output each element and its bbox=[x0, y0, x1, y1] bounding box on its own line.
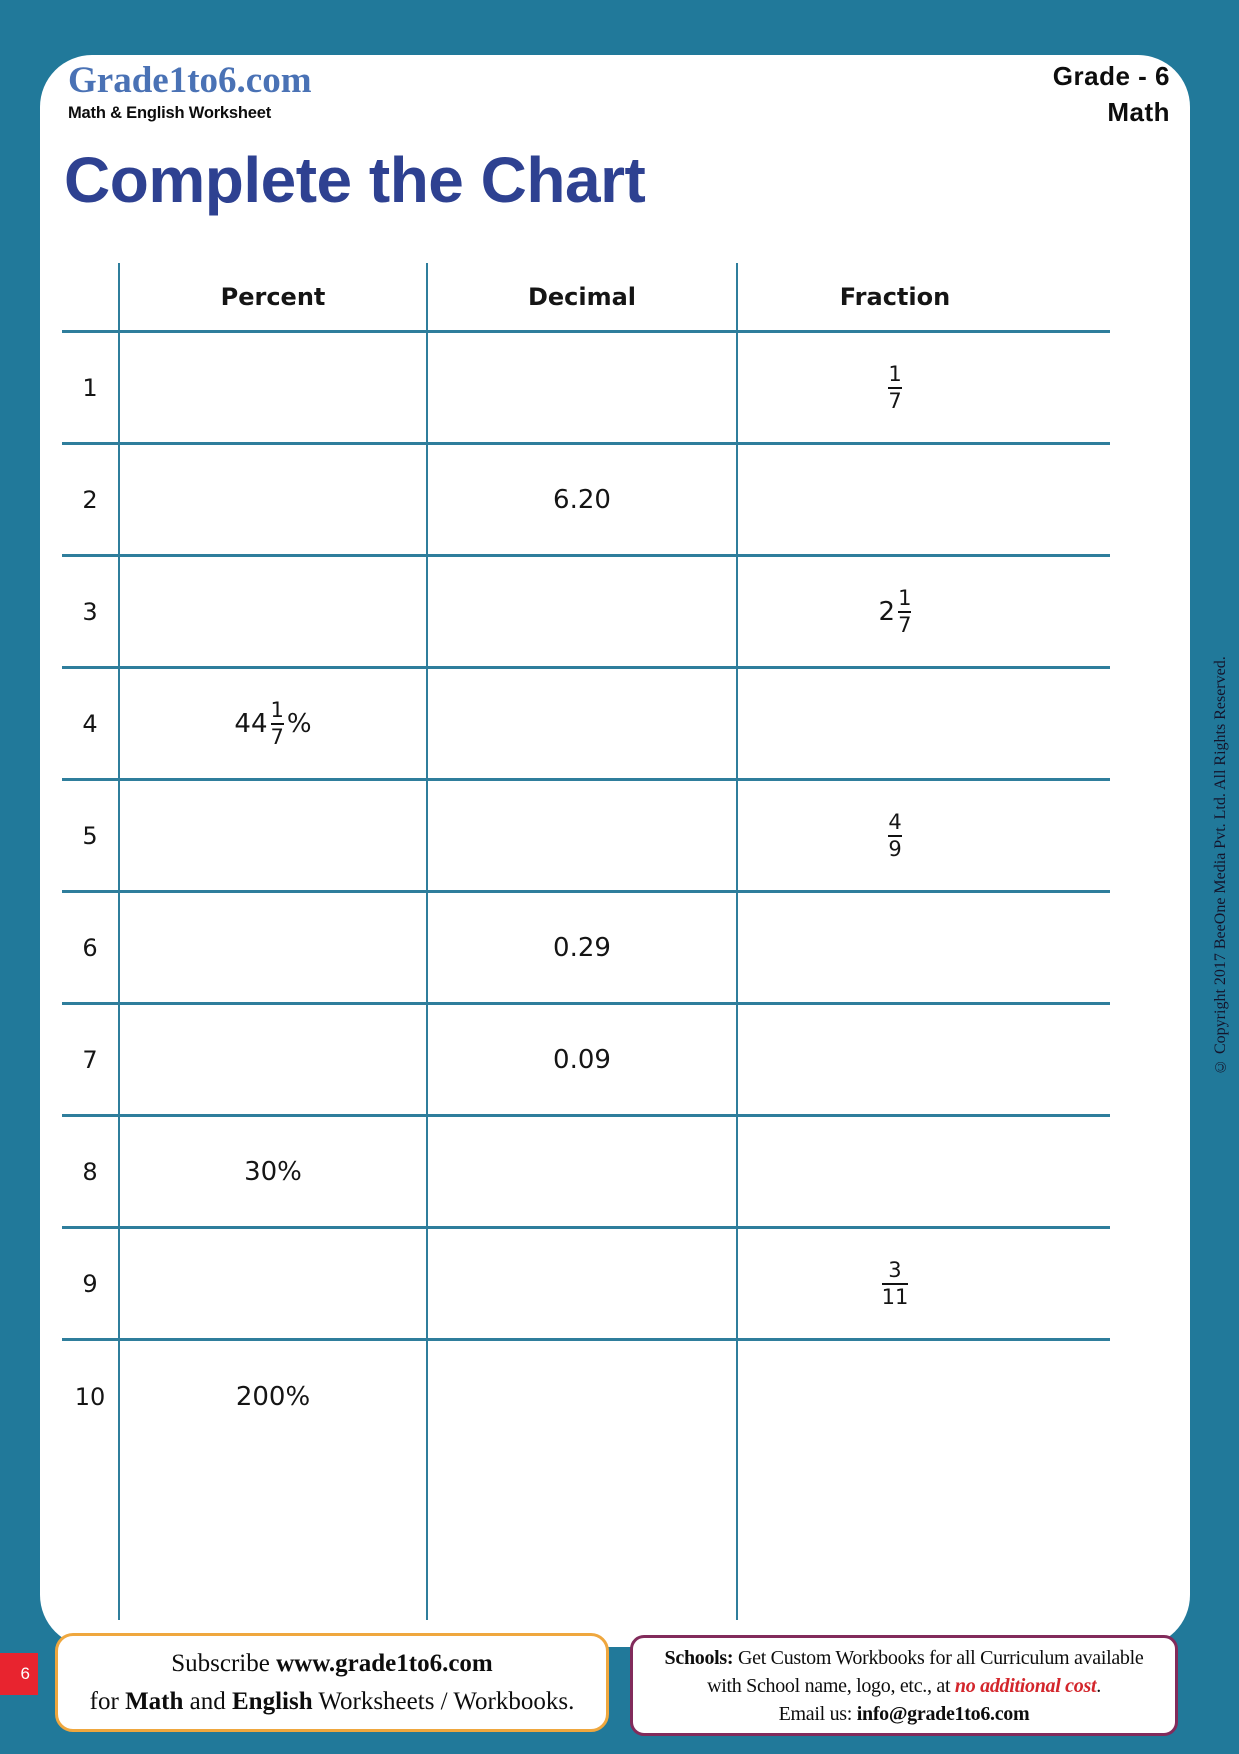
page-title: Complete the Chart bbox=[64, 144, 646, 216]
fraction-cell bbox=[738, 1229, 1110, 1341]
decimal-cell bbox=[428, 557, 738, 669]
percent-cell: 44 $\frac{1}{7}$ % bbox=[120, 669, 428, 781]
row-number: 6 bbox=[62, 893, 120, 1005]
row-number: 1 bbox=[62, 333, 120, 445]
extension-cell bbox=[428, 1453, 738, 1620]
copyright-text: © Copyright 2017 BeeOne Media Pvt. Ltd. All Rights Reserved. bbox=[1212, 656, 1229, 1076]
percent-cell bbox=[120, 781, 428, 893]
extension-cell bbox=[738, 1453, 1110, 1620]
row-number: 7 bbox=[62, 1005, 120, 1117]
site-url: www.grade1to6.com bbox=[276, 1650, 493, 1677]
percent-cell bbox=[120, 557, 428, 669]
grade-line: Grade - 6 bbox=[1052, 61, 1170, 91]
percent-cell bbox=[120, 333, 428, 445]
percent-cell bbox=[120, 445, 428, 557]
subscribe-line-2 bbox=[90, 1683, 575, 1721]
schools-line-1 bbox=[665, 1644, 1144, 1672]
subscribe-banner bbox=[55, 1633, 609, 1732]
percent-cell bbox=[120, 893, 428, 1005]
subscribe-text: Worksheets / Workbooks. bbox=[312, 1687, 575, 1715]
decimal-cell: 6.20 bbox=[428, 445, 738, 557]
row-number: 8 bbox=[62, 1117, 120, 1229]
schools-line-3 bbox=[779, 1700, 1030, 1728]
fraction-cell bbox=[738, 781, 1110, 893]
fraction-cell bbox=[738, 1005, 1110, 1117]
row-number: 10 bbox=[62, 1341, 120, 1453]
no-additional-cost-text: no additional cost bbox=[954, 1674, 1097, 1697]
fraction-cell: 2 $\frac{1}{7}$ bbox=[738, 557, 1110, 669]
decimal-cell bbox=[428, 1341, 738, 1453]
schools-label: Schools: bbox=[664, 1646, 734, 1669]
fraction-cell bbox=[738, 445, 1110, 557]
logo-title: Grade1to6.com bbox=[68, 60, 312, 101]
fraction-value: $\frac{1}{7}$ bbox=[898, 585, 912, 637]
decimal-cell bbox=[428, 669, 738, 781]
subject-english: English bbox=[232, 1687, 313, 1715]
logo-subtitle: Math & English Worksheet bbox=[68, 103, 272, 122]
subject-math: Math bbox=[125, 1687, 184, 1715]
extension-cell bbox=[120, 1453, 428, 1620]
percent-cell bbox=[120, 1005, 428, 1117]
logo-block bbox=[68, 62, 312, 123]
schools-line-2 bbox=[707, 1672, 1101, 1700]
schools-banner bbox=[630, 1635, 1178, 1736]
subscribe-text: for bbox=[89, 1687, 126, 1715]
percent-cell: 200% bbox=[120, 1341, 428, 1453]
fraction-cell bbox=[738, 669, 1110, 781]
decimal-cell bbox=[428, 781, 738, 893]
page-number-tab: 6 bbox=[0, 1653, 38, 1695]
subscribe-text: and bbox=[183, 1687, 232, 1715]
percent-cell bbox=[120, 1229, 428, 1341]
header-corner-cell bbox=[62, 263, 120, 333]
grade-badge bbox=[1053, 58, 1170, 131]
row-number: 2 bbox=[62, 445, 120, 557]
fraction-cell bbox=[738, 333, 1110, 445]
percent-cell: 30% bbox=[120, 1117, 428, 1229]
schools-text: Get Custom Workbooks for all Curriculum available bbox=[733, 1646, 1144, 1669]
fraction-value: $\frac{3}{11}$ bbox=[881, 1257, 909, 1309]
row-number: 5 bbox=[62, 781, 120, 893]
subject-line: Math bbox=[1107, 97, 1170, 128]
row-number: 4 bbox=[62, 669, 120, 781]
decimal-cell bbox=[428, 1117, 738, 1229]
decimal-cell: 0.09 bbox=[428, 1005, 738, 1117]
decimal-cell bbox=[428, 333, 738, 445]
column-header-percent: Percent bbox=[120, 263, 428, 333]
fraction-cell bbox=[738, 1341, 1110, 1453]
decimal-cell bbox=[428, 1229, 738, 1341]
subscribe-line-1 bbox=[171, 1645, 493, 1683]
column-header-decimal: Decimal bbox=[428, 263, 738, 333]
fraction-value: $\frac{1}{7}$ bbox=[888, 361, 902, 413]
contact-email: info@grade1to6.com bbox=[856, 1702, 1030, 1725]
row-number: 9 bbox=[62, 1229, 120, 1341]
schools-text: . bbox=[1096, 1674, 1101, 1697]
decimal-cell: 0.29 bbox=[428, 893, 738, 1005]
row-number: 3 bbox=[62, 557, 120, 669]
extension-cell bbox=[62, 1453, 120, 1620]
subscribe-text: Subscribe bbox=[171, 1650, 277, 1677]
worksheet-table bbox=[62, 263, 1110, 1620]
fraction-value: $\frac{1}{7}$ bbox=[270, 697, 284, 749]
fraction-cell bbox=[738, 893, 1110, 1005]
column-header-fraction: Fraction bbox=[738, 263, 1110, 333]
fraction-value: $\frac{4}{9}$ bbox=[888, 809, 902, 861]
schools-text: Email us: bbox=[778, 1702, 857, 1725]
fraction-cell bbox=[738, 1117, 1110, 1229]
schools-text: with School name, logo, etc., at bbox=[707, 1674, 955, 1697]
